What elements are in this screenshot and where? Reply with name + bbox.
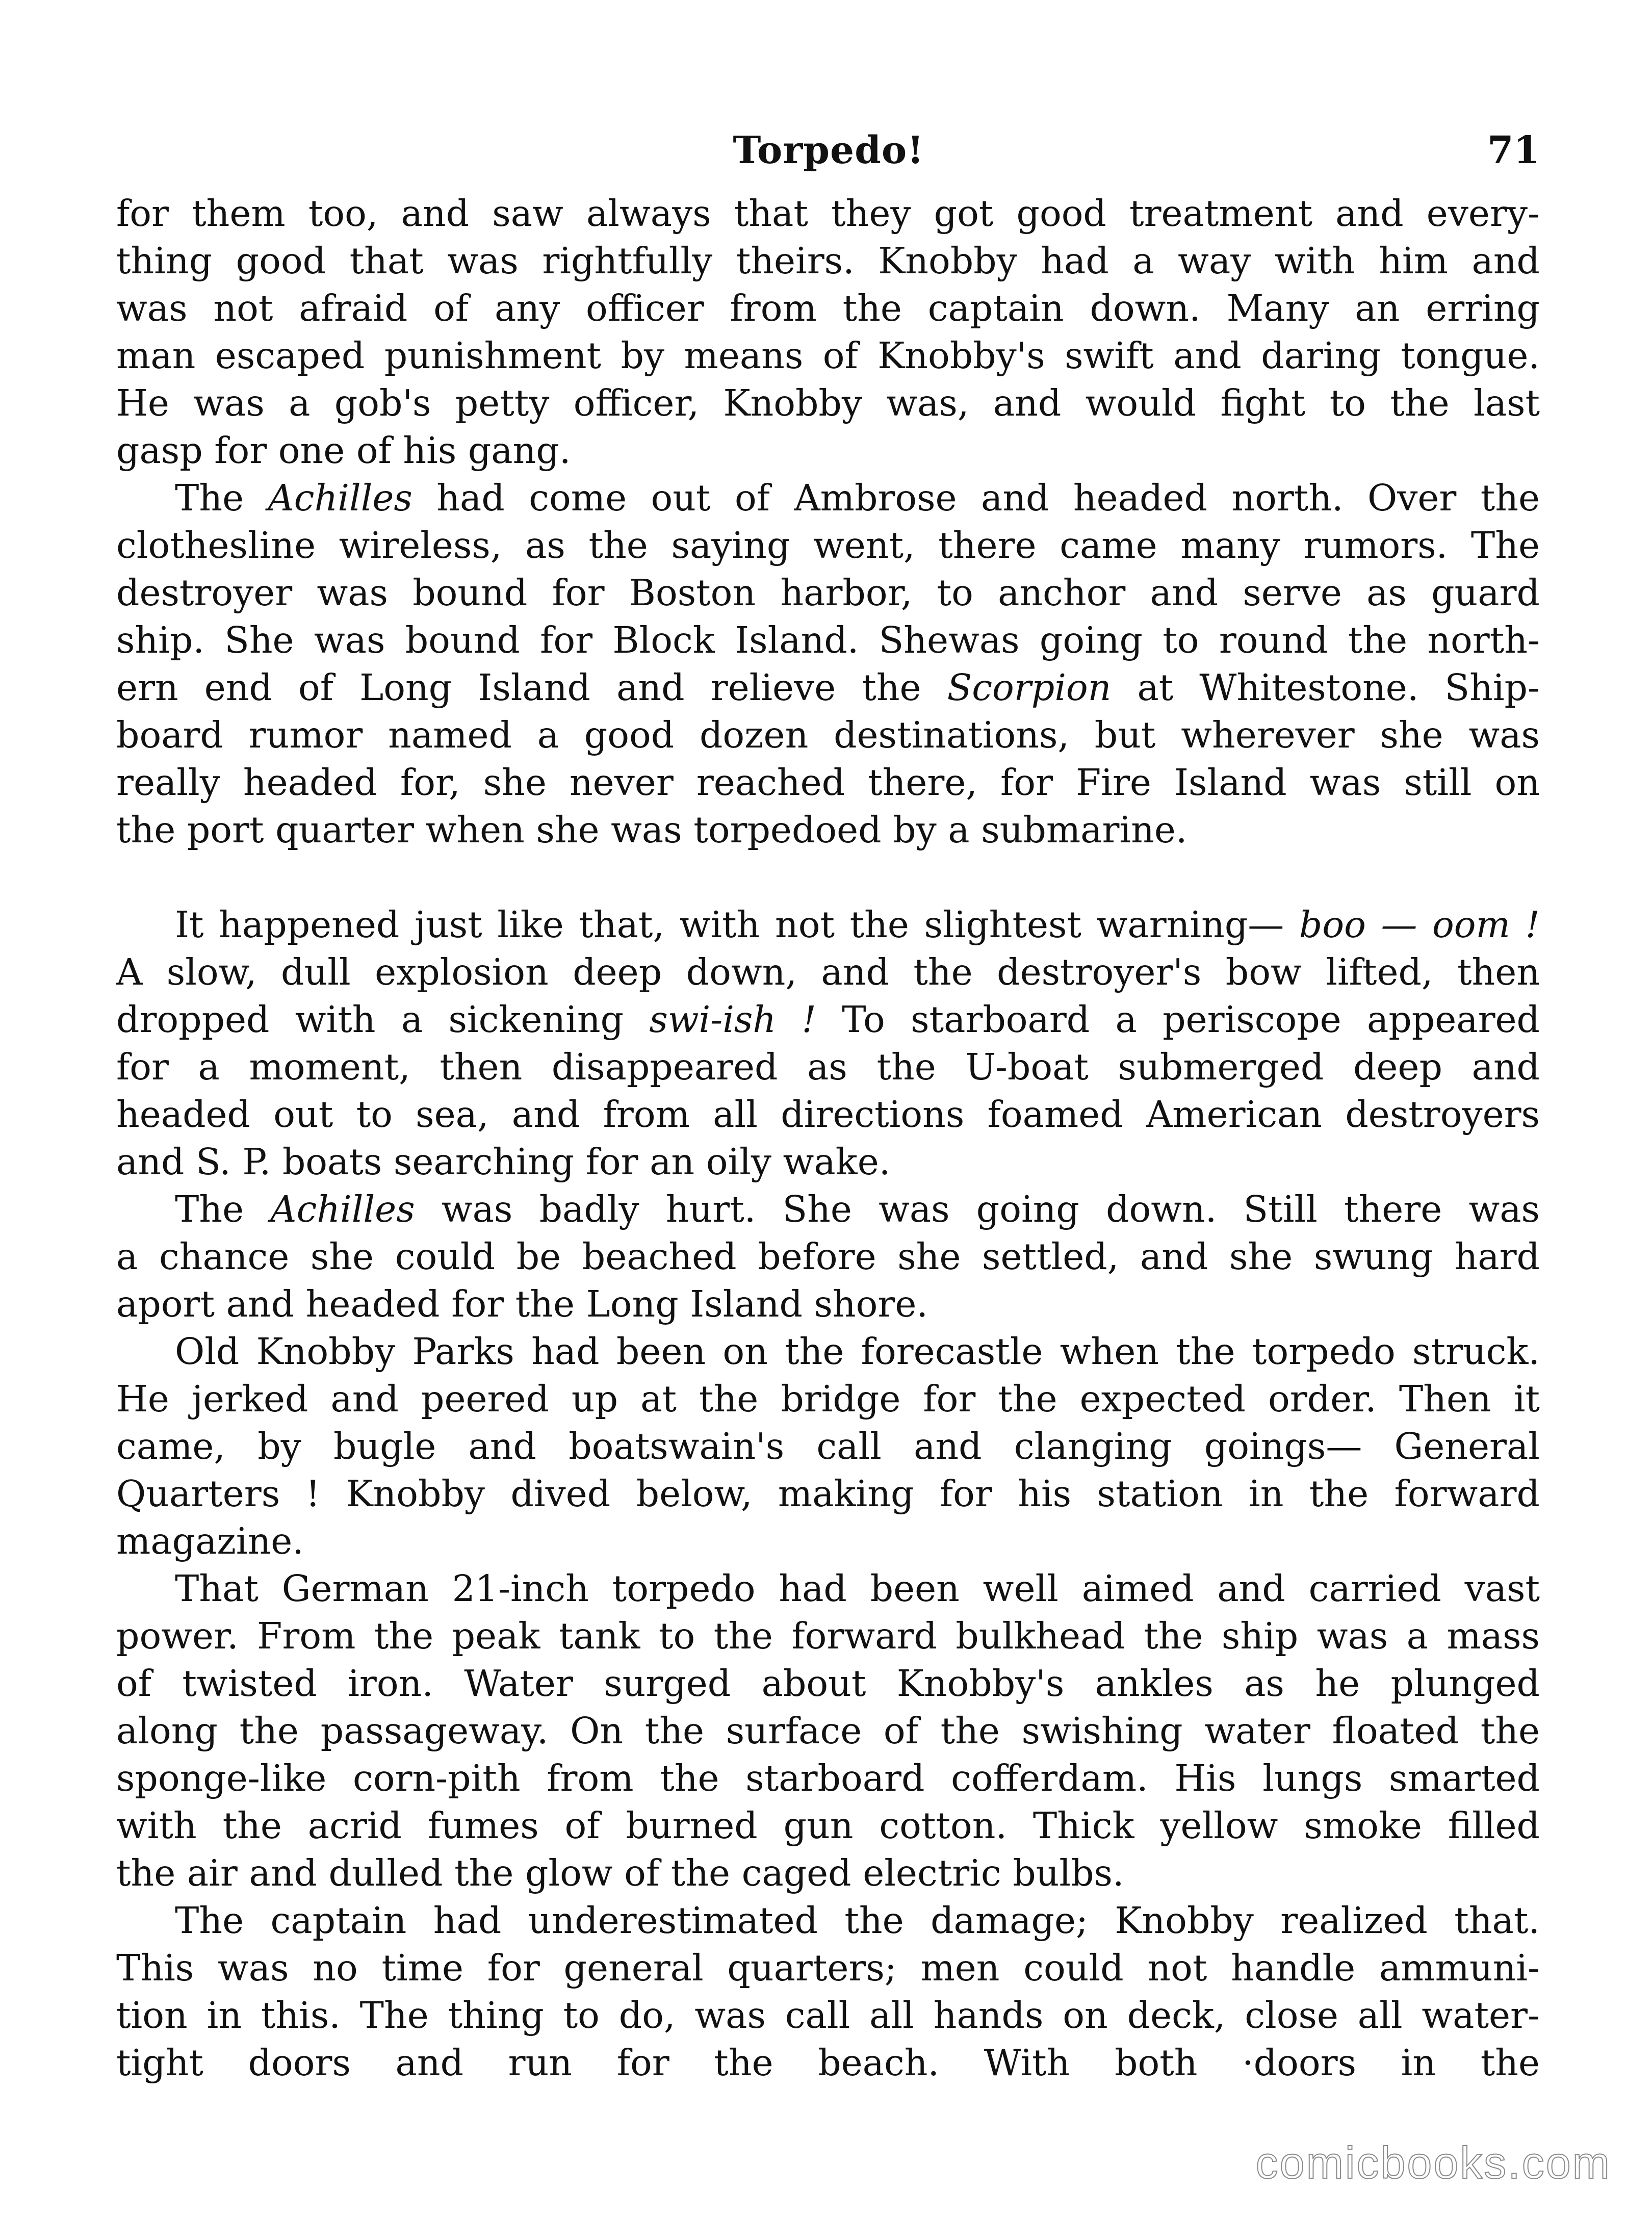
text-line: ship. She was bound for Block Island. Shewas going to round the north- xyxy=(116,619,1540,661)
text-line: aport and headed for the Long Island shore. xyxy=(116,1283,928,1325)
paragraph xyxy=(116,1897,1540,2086)
text-line: clothesline wireless, as the saying went, there came many rumors. The xyxy=(116,524,1540,566)
text-line: the air and dulled the glow of the caged electric bulbs. xyxy=(116,1852,1124,1894)
text-line: It happened just like that, with not the slightest warning— boo — oom ! xyxy=(175,904,1540,946)
paragraph xyxy=(116,901,1540,1185)
text-line: headed out to sea, and from all directions foamed American destroyers xyxy=(116,1093,1540,1136)
text-line: This was no time for general quarters; men could not handle ammuni- xyxy=(116,1947,1540,1989)
text-line: tion in this. The thing to do, was call all hands on deck, close all water- xyxy=(116,1994,1540,2036)
text-line: ern end of Long Island and relieve the Scorpion at Whitestone. Ship- xyxy=(116,666,1540,709)
text-line: for them too, and saw always that they got good treatment and every- xyxy=(116,192,1540,235)
text-line: and S. P. boats searching for an oily wake. xyxy=(116,1141,891,1183)
text-line: the port quarter when she was torpedoed by a submarine. xyxy=(116,809,1188,851)
text-line: along the passageway. On the surface of the swishing water floated the xyxy=(116,1710,1540,1752)
text-line: dropped with a sickening swi-ish ! To starboard a periscope appeared xyxy=(116,998,1540,1041)
text-line: Old Knobby Parks had been on the forecastle when the torpedo struck. xyxy=(175,1330,1540,1373)
text-line: for a moment, then disappeared as the U-boat submerged deep and xyxy=(116,1046,1540,1088)
text-line: tight doors and run for the beach. With both ·doors in the xyxy=(116,2042,1540,2084)
text-line: Quarters ! Knobby dived below, making for his station in the forward xyxy=(116,1473,1540,1515)
section-gap xyxy=(116,854,1540,901)
text-line: came, by bugle and boatswain's call and clanging goings— General xyxy=(116,1425,1540,1467)
page-header xyxy=(117,122,1540,178)
text-line: The Achilles was badly hurt. She was going down. Still there was xyxy=(175,1188,1540,1230)
body-text xyxy=(116,190,1540,2086)
text-line: board rumor named a good dozen destinations, but wherever she was xyxy=(116,714,1540,756)
watermark: comicbooks.com xyxy=(1255,2137,1611,2188)
text-line: with the acrid fumes of burned gun cotton. Thick yellow smoke filled xyxy=(116,1804,1540,1847)
text-line: The captain had underestimated the damage; Knobby realized that. xyxy=(175,1899,1540,1942)
text-line: He was a gob's petty officer, Knobby was, and would fight to the last xyxy=(116,382,1540,424)
paragraph xyxy=(116,474,1540,854)
text-line: He jerked and peered up at the bridge for the expected order. Then it xyxy=(116,1378,1540,1420)
text-line: The Achilles had come out of Ambrose and headed north. Over the xyxy=(175,477,1540,519)
text-line: man escaped punishment by means of Knobby's swift and daring tongue. xyxy=(116,334,1540,377)
paragraph xyxy=(116,1565,1540,1897)
text-line: really headed for, she never reached there, for Fire Island was still on xyxy=(116,761,1540,804)
page-number: 71 xyxy=(1487,128,1540,172)
text-line: power. From the peak tank to the forward bulkhead the ship was a mass xyxy=(116,1615,1540,1657)
text-line: sponge-like corn-pith from the starboard cofferdam. His lungs smarted xyxy=(116,1757,1540,1799)
paragraph xyxy=(116,190,1540,474)
paragraph xyxy=(116,1185,1540,1328)
running-title: Torpedo! xyxy=(733,128,924,172)
text-line: a chance she could be beached before she settled, and she swung hard xyxy=(116,1235,1540,1278)
text-line: That German 21-inch torpedo had been well aimed and carried vast xyxy=(175,1567,1540,1610)
text-line: destroyer was bound for Boston harbor, to anchor and serve as guard xyxy=(116,572,1540,614)
text-line: gasp for one of his gang. xyxy=(116,429,571,472)
text-line: of twisted iron. Water surged about Knobby's ankles as he plunged xyxy=(116,1662,1540,1705)
text-line: magazine. xyxy=(116,1520,304,1562)
text-line: was not afraid of any officer from the captain down. Many an erring xyxy=(116,287,1540,329)
paragraph xyxy=(116,1328,1540,1565)
text-line: thing good that was rightfully theirs. Knobby had a way with him and xyxy=(116,240,1540,282)
text-line: A slow, dull explosion deep down, and the destroyer's bow lifted, then xyxy=(116,951,1540,993)
